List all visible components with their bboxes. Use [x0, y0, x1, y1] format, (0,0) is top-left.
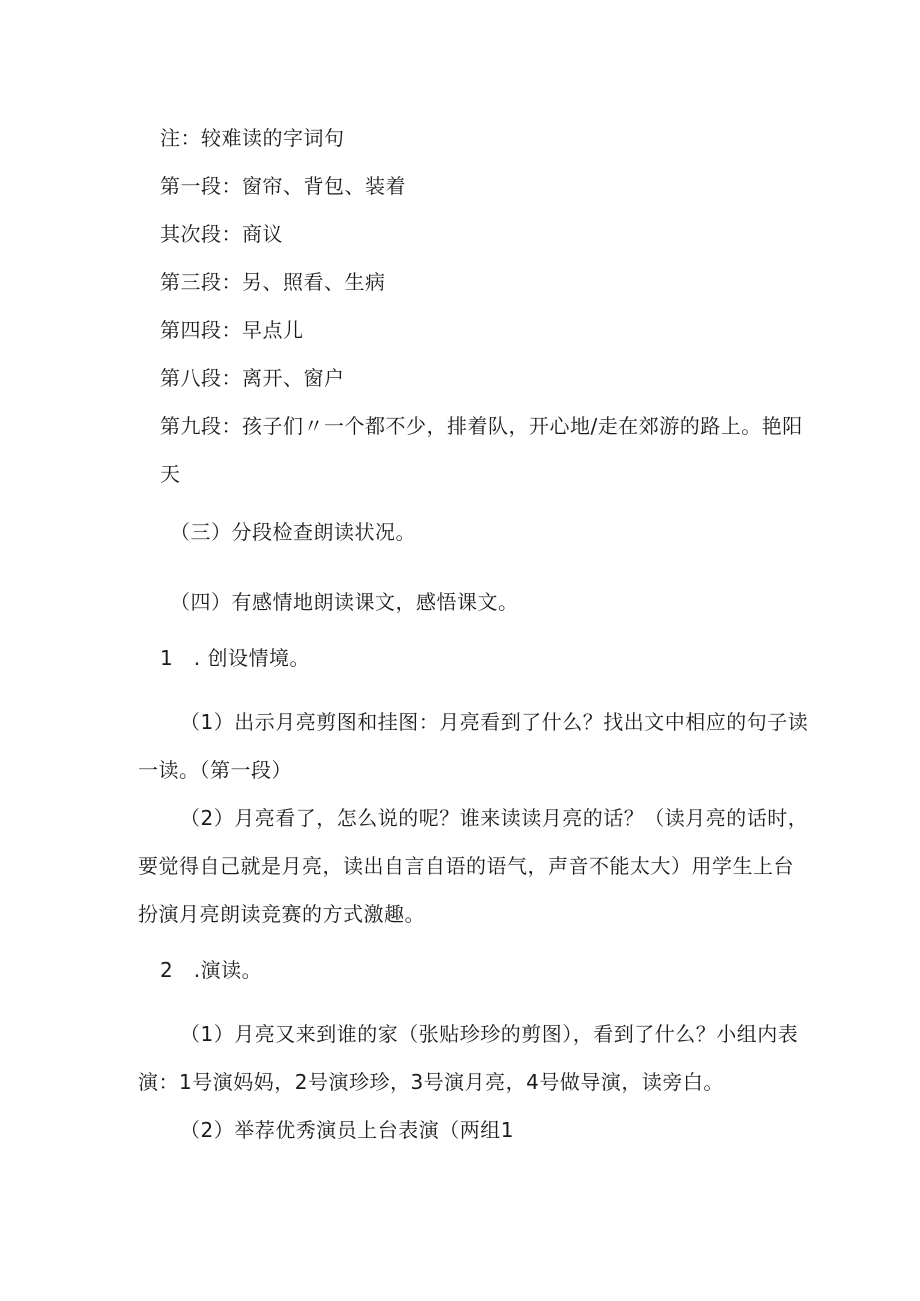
step-2-item-1: （1）月亮又来到谁的家（张贴珍珍的剪图），看到了什么？小组内表 [180, 1022, 799, 1046]
paragraph-9-sentence: 第九段：孩子们〃一个都不少，排着队，开心地/走在郊游的路上。艳阳 [160, 414, 803, 438]
step-1-item-2-cont-1: 要觉得自己就是月亮，读出自言自语的语气，声音不能太大）用学生上台 [138, 854, 794, 878]
step-2-heading: 2 .演读。 [160, 958, 263, 982]
step-1-item-1-cont: 一读。（第一段） [138, 758, 292, 782]
paragraph-4-words: 第四段：早点儿 [160, 318, 304, 342]
paragraph-9-sentence-cont: 天 [160, 462, 181, 486]
step-1-item-1: （1）出示月亮剪图和挂图：月亮看到了什么？找出文中相应的句子读 [180, 710, 809, 734]
section-3-heading: （三）分段检查朗读状况。 [170, 520, 416, 544]
step-1-item-2-cont-2: 扮演月亮朗读竞赛的方式激趣。 [138, 902, 425, 926]
paragraph-8-words: 第八段：离开、窗户 [160, 366, 345, 390]
paragraph-3-words: 第三段：另、照看、生病 [160, 270, 386, 294]
step-2-item-2: （2）举荐优秀演员上台表演（两组1 [180, 1118, 514, 1142]
paragraph-2-words: 其次段：商议 [160, 222, 283, 246]
paragraph-1-words: 第一段：窗帘、背包、装着 [160, 174, 406, 198]
step-1-item-2: （2）月亮看了，怎么说的呢？谁来读读月亮的话？（读月亮的话时， [180, 806, 809, 830]
step-2-item-1-cont: 演：1号演妈妈，2号演珍珍，3号演月亮，4号做导演，读旁白。 [138, 1070, 724, 1094]
section-4-heading: （四）有感情地朗读课文，感悟课文。 [170, 590, 519, 614]
step-1-heading: 1 . 创设情境。 [160, 646, 310, 670]
note-heading: 注：较难读的字词句 [160, 126, 345, 150]
